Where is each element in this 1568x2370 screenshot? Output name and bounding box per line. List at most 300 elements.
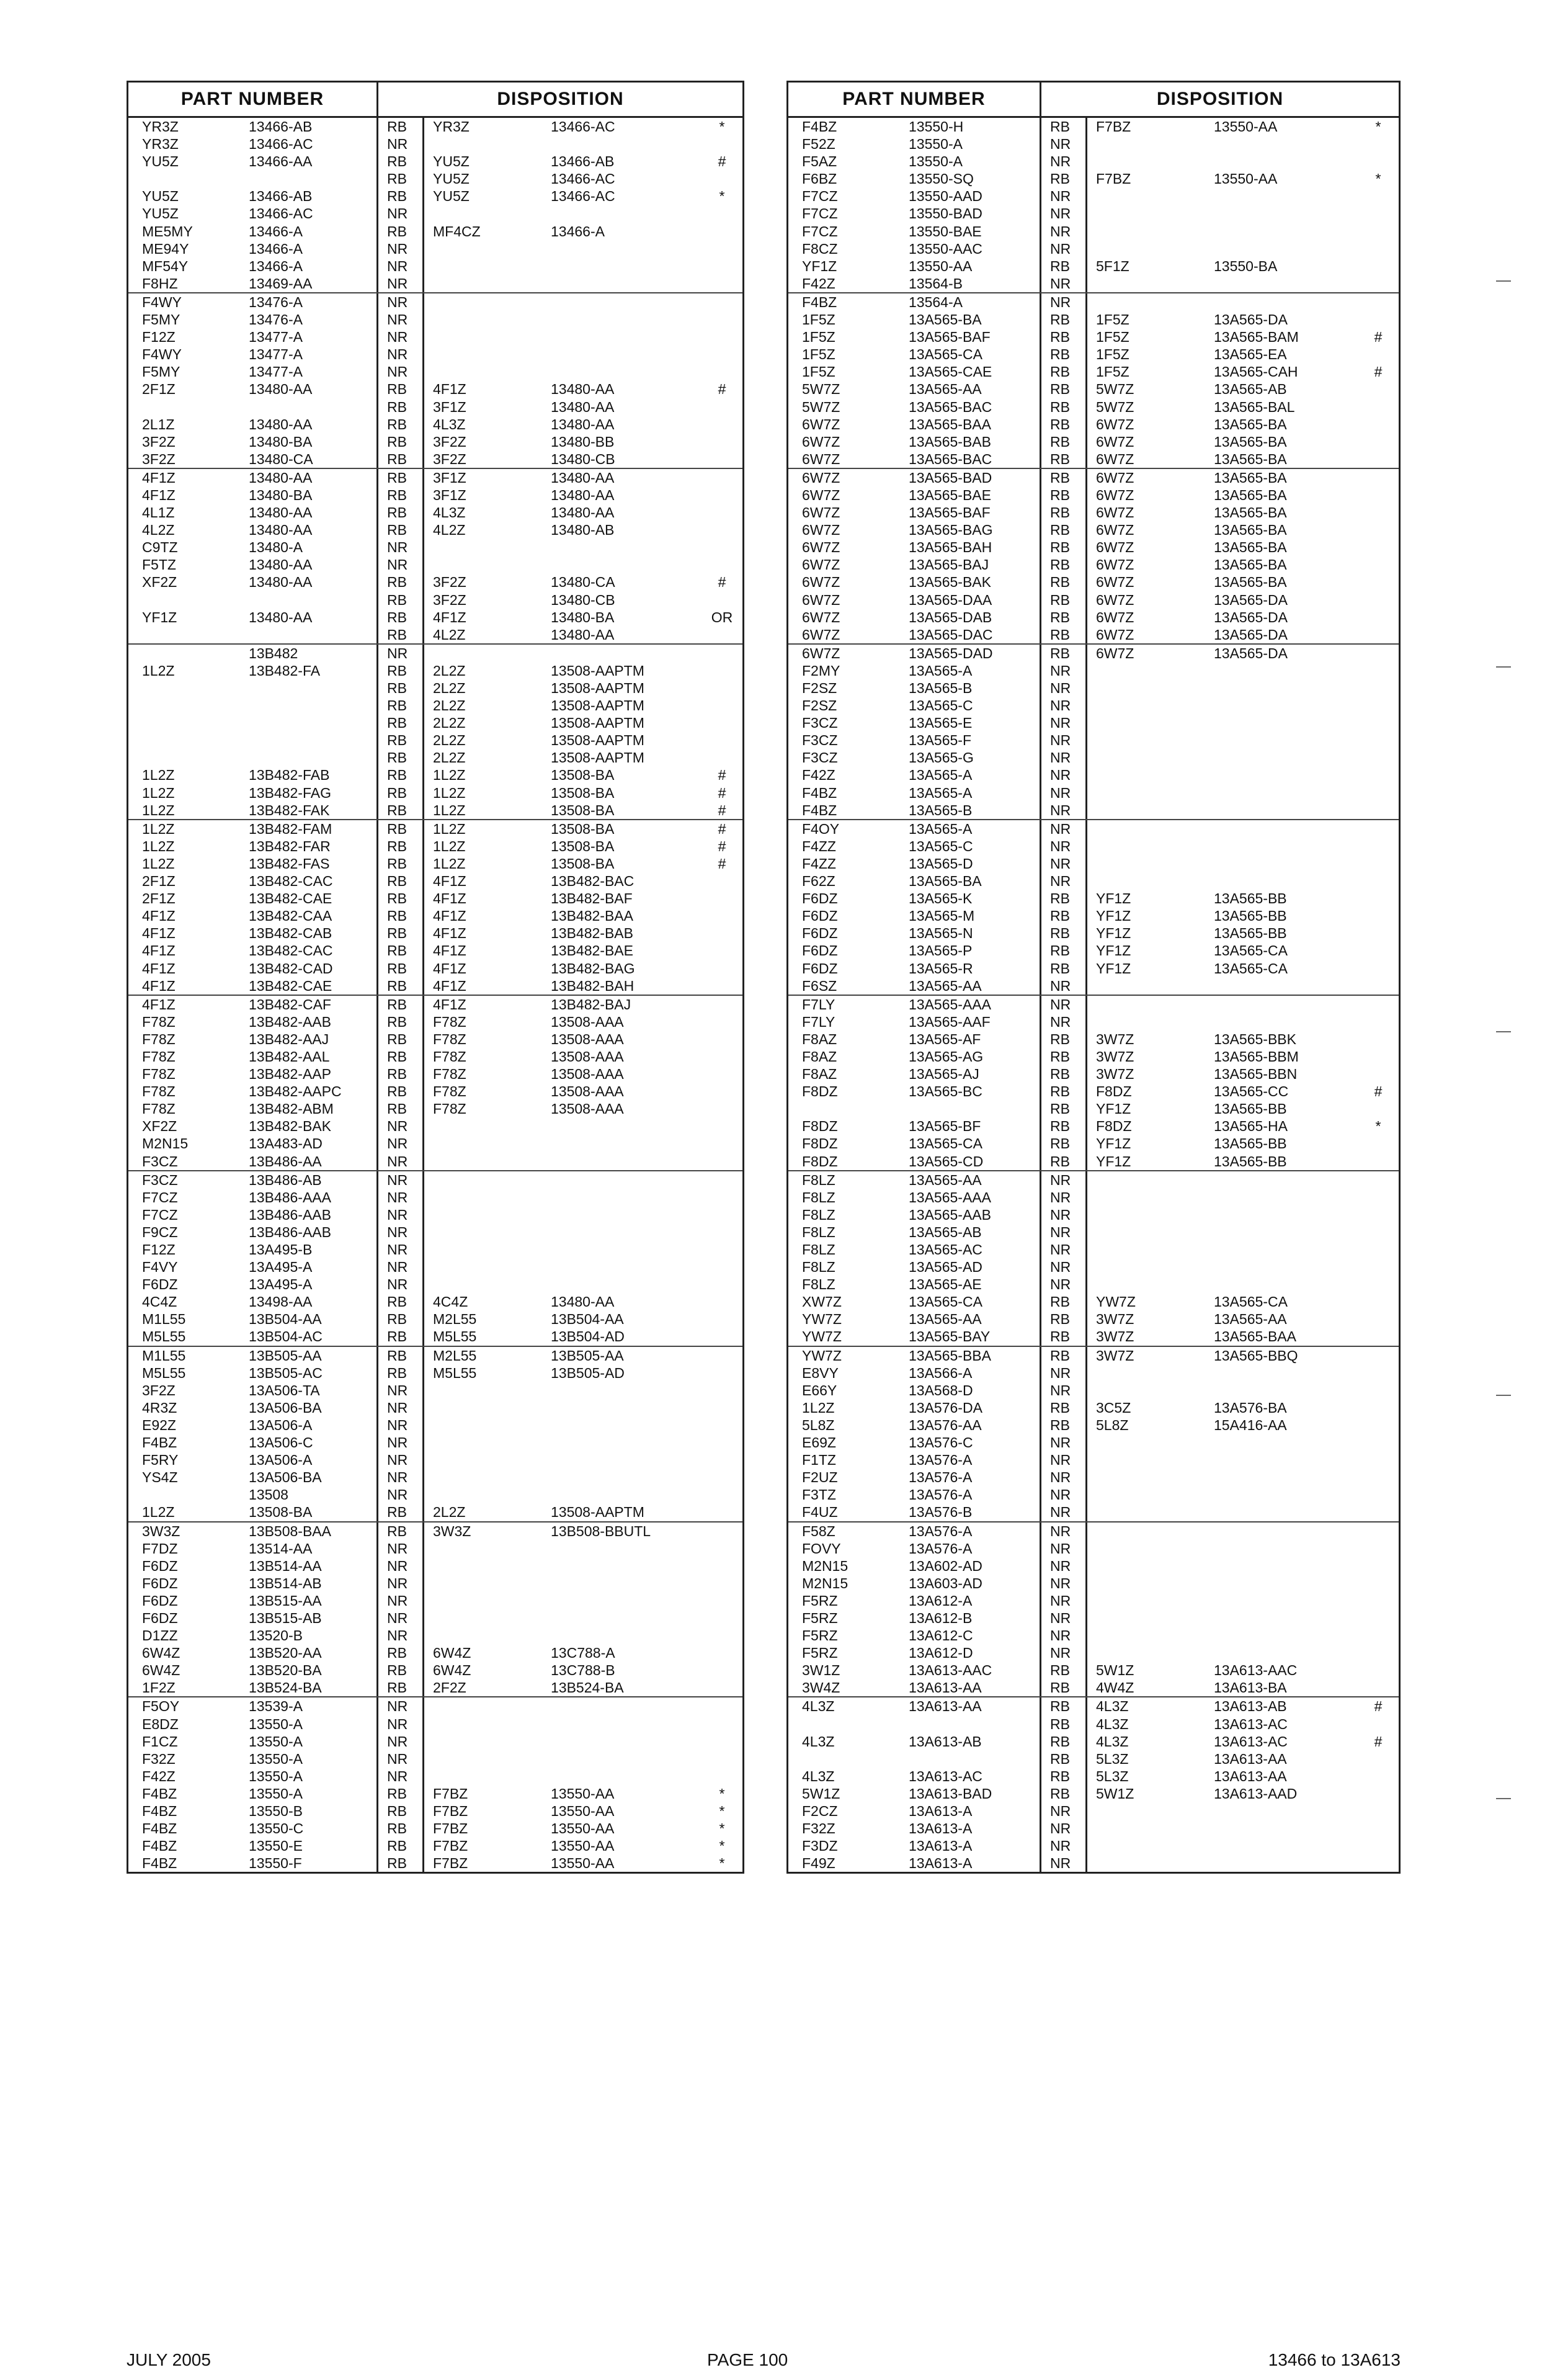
note-flag bbox=[1358, 1837, 1399, 1854]
disposition-cell bbox=[378, 1540, 742, 1557]
footer-part-range: 13466 to 13A613 bbox=[1268, 2350, 1401, 2369]
part-model-code: F4BZ bbox=[802, 802, 837, 818]
note-flag bbox=[1358, 1065, 1399, 1083]
disposition-cell bbox=[378, 1768, 742, 1785]
disposition-code: NR bbox=[378, 1434, 424, 1451]
table-row bbox=[788, 257, 1399, 275]
part-number-cell bbox=[788, 205, 1041, 222]
disposition-code: NR bbox=[1041, 1592, 1087, 1609]
note-flag bbox=[1358, 609, 1399, 626]
disposition-code: RB bbox=[1041, 1117, 1087, 1135]
table-row bbox=[788, 714, 1399, 731]
replacement-part-number bbox=[551, 1276, 702, 1293]
replacement-model-code bbox=[424, 556, 551, 573]
part-number: 13A565-BAK bbox=[909, 574, 991, 591]
table-row bbox=[788, 1013, 1399, 1031]
replacement-part-number bbox=[1214, 135, 1358, 153]
part-number: 13A576-A bbox=[909, 1469, 973, 1486]
part-model-code: F3CZ bbox=[802, 732, 838, 749]
disposition-code: NR bbox=[378, 135, 424, 153]
disposition-cell bbox=[378, 1820, 742, 1837]
disposition-code: RB bbox=[378, 153, 424, 170]
table-row bbox=[788, 1048, 1399, 1065]
table-row bbox=[788, 802, 1399, 819]
note-flag: * bbox=[719, 118, 725, 135]
part-number: 13A565-AA bbox=[909, 381, 982, 398]
table-row bbox=[128, 1399, 742, 1416]
disposition-code: NR bbox=[1041, 977, 1087, 995]
disposition-cell bbox=[1041, 293, 1399, 311]
disposition-cell bbox=[1041, 223, 1399, 240]
part-number: 13B482 bbox=[249, 645, 298, 661]
disposition-cell bbox=[378, 539, 742, 556]
table-row bbox=[788, 1206, 1399, 1223]
part-number-cell bbox=[128, 1347, 378, 1364]
disposition-cell bbox=[378, 1258, 742, 1276]
part-number: 13A565-AA bbox=[909, 977, 982, 994]
part-number: 13B514-AA bbox=[249, 1557, 322, 1574]
replacement-part-number: 13466-AC bbox=[551, 118, 615, 135]
disposition-cell bbox=[1041, 539, 1399, 556]
part-model-code: 3F2Z bbox=[142, 450, 176, 467]
table-row bbox=[128, 380, 742, 398]
part-model-code: 5W7Z bbox=[802, 398, 840, 415]
part-model-code: 6W7Z bbox=[802, 609, 840, 625]
disposition-code: NR bbox=[378, 1609, 424, 1627]
row-group bbox=[788, 1347, 1399, 1523]
part-number: 13A603-AD bbox=[909, 1575, 982, 1591]
table-row bbox=[128, 573, 742, 591]
part-number-cell bbox=[128, 1117, 378, 1135]
note-flag bbox=[702, 1733, 742, 1750]
replacement-part-number: 13A565-AA bbox=[1214, 1311, 1287, 1328]
disposition-code: NR bbox=[1041, 1609, 1087, 1627]
part-model-code: XF2Z bbox=[142, 1118, 177, 1135]
part-number: 13A565-AAA bbox=[909, 996, 991, 1013]
part-number-cell bbox=[788, 802, 1041, 819]
note-flag bbox=[1358, 539, 1399, 556]
part-number: 13508-BA bbox=[249, 1504, 313, 1521]
part-model-code: YF1Z bbox=[802, 257, 837, 274]
disposition-code: RB bbox=[1041, 398, 1087, 416]
replacement-model-code: M2L55 bbox=[433, 1311, 477, 1328]
table-row bbox=[128, 1486, 742, 1503]
note-flag bbox=[1358, 1469, 1399, 1486]
replacement-model-code: 1L2Z bbox=[433, 838, 466, 854]
part-number: 13A565-CA bbox=[909, 346, 982, 363]
part-model-code: F6DZ bbox=[802, 908, 838, 924]
part-number-cell bbox=[788, 1802, 1041, 1820]
disposition-cell bbox=[378, 1785, 742, 1802]
replacement-model-code bbox=[1087, 240, 1214, 257]
disposition-code: NR bbox=[378, 1399, 424, 1416]
margin-mark bbox=[1496, 1031, 1511, 1032]
note-flag bbox=[1358, 240, 1399, 257]
disposition-cell bbox=[378, 1206, 742, 1223]
part-model-code: 5L8Z bbox=[802, 1416, 835, 1433]
part-number-cell bbox=[788, 1785, 1041, 1802]
replacement-model-code: 5W1Z bbox=[1096, 1662, 1134, 1679]
disposition-code: RB bbox=[1041, 556, 1087, 573]
table-row bbox=[788, 820, 1399, 838]
part-number bbox=[249, 679, 376, 697]
note-flag bbox=[1358, 257, 1399, 275]
disposition-cell bbox=[378, 1171, 742, 1189]
part-model-code: F52Z bbox=[802, 136, 835, 153]
replacement-part-number: 13A565-BBN bbox=[1214, 1066, 1298, 1083]
disposition-cell bbox=[378, 1083, 742, 1100]
table-row bbox=[788, 1503, 1399, 1521]
disposition-code: RB bbox=[1041, 1733, 1087, 1750]
part-model-code: 6W7Z bbox=[802, 504, 840, 521]
disposition-code: RB bbox=[1041, 1679, 1087, 1696]
replacement-part-number bbox=[1214, 1364, 1358, 1382]
disposition-code: NR bbox=[378, 257, 424, 275]
note-flag bbox=[1358, 1750, 1399, 1768]
part-model-code: F5RZ bbox=[802, 1609, 838, 1626]
note-flag bbox=[702, 1206, 742, 1223]
part-number: 13550-A bbox=[249, 1785, 303, 1802]
table-row bbox=[128, 890, 742, 907]
part-number: 13A565-BAF bbox=[909, 329, 991, 346]
part-number: 13550-AAD bbox=[909, 188, 982, 205]
part-number: 13A565-BAE bbox=[909, 486, 991, 503]
note-flag bbox=[1358, 1802, 1399, 1820]
replacement-model-code bbox=[1087, 1627, 1214, 1644]
disposition-cell bbox=[1041, 1013, 1399, 1031]
part-number-cell bbox=[788, 1189, 1041, 1206]
part-number bbox=[249, 626, 376, 643]
replacement-model-code: 4C4Z bbox=[433, 1294, 468, 1310]
table-row bbox=[128, 1592, 742, 1609]
part-model-code: F4BZ bbox=[802, 784, 837, 801]
part-model-code: F8LZ bbox=[802, 1171, 835, 1188]
part-number-cell bbox=[128, 1733, 378, 1750]
disposition-code: RB bbox=[1041, 1785, 1087, 1802]
part-number: 13B486-AAB bbox=[249, 1223, 331, 1240]
disposition-cell bbox=[1041, 1523, 1399, 1540]
part-model-code: 6W7Z bbox=[802, 450, 840, 467]
row-group bbox=[788, 118, 1399, 293]
disposition-cell bbox=[1041, 996, 1399, 1013]
disposition-cell bbox=[1041, 1575, 1399, 1592]
row-group bbox=[128, 820, 742, 996]
replacement-model-code: F78Z bbox=[433, 1013, 466, 1030]
note-flag bbox=[1358, 556, 1399, 573]
part-number: 13564-B bbox=[909, 275, 963, 292]
disposition-code: RB bbox=[1041, 521, 1087, 539]
replacement-model-code bbox=[424, 539, 551, 556]
disposition-cell bbox=[378, 398, 742, 416]
disposition-cell bbox=[1041, 1750, 1399, 1768]
disposition-cell bbox=[378, 346, 742, 363]
replacement-model-code: 3C5Z bbox=[1096, 1399, 1131, 1416]
disposition-cell bbox=[1041, 1241, 1399, 1258]
part-number: 13480-AA bbox=[249, 381, 313, 398]
row-group bbox=[128, 293, 742, 469]
part-model-code: 2F1Z bbox=[142, 890, 176, 907]
part-model-code: F3DZ bbox=[802, 1838, 838, 1854]
replacement-part-number bbox=[1214, 1258, 1358, 1276]
replacement-model-code bbox=[1087, 1469, 1214, 1486]
disposition-code: NR bbox=[1041, 714, 1087, 731]
part-model-code: 2F1Z bbox=[142, 381, 176, 398]
note-flag bbox=[702, 942, 742, 959]
replacement-model-code: 5W1Z bbox=[1096, 1785, 1134, 1802]
replacement-model-code: 4L2Z bbox=[433, 626, 466, 643]
replacement-part-number: 13508-BA bbox=[551, 802, 615, 818]
replacement-model-code: 5F1Z bbox=[1096, 257, 1129, 274]
replacement-model-code bbox=[1087, 135, 1214, 153]
replacement-model-code bbox=[424, 328, 551, 346]
disposition-cell bbox=[1041, 1048, 1399, 1065]
disposition-code: RB bbox=[1041, 433, 1087, 450]
margin-mark bbox=[1496, 280, 1511, 282]
replacement-part-number: 13508-AAA bbox=[551, 1048, 624, 1065]
replacement-model-code bbox=[1087, 1276, 1214, 1293]
part-model-code: F78Z bbox=[142, 1066, 176, 1083]
part-number: 13A565-DAA bbox=[909, 591, 992, 608]
table-row bbox=[788, 626, 1399, 643]
disposition-cell bbox=[378, 1557, 742, 1575]
replacement-model-code: YR3Z bbox=[433, 118, 470, 135]
part-model-code: 4L1Z bbox=[142, 504, 175, 521]
part-number: 13A565-A bbox=[909, 767, 973, 784]
part-number-cell bbox=[788, 556, 1041, 573]
replacement-model-code bbox=[1087, 662, 1214, 679]
disposition-cell bbox=[1041, 714, 1399, 731]
part-number-cell bbox=[128, 784, 378, 802]
note-flag bbox=[1358, 1293, 1399, 1310]
replacement-model-code bbox=[1087, 1592, 1214, 1609]
table-row bbox=[128, 311, 742, 328]
replacement-part-number: 13B482-BAJ bbox=[551, 996, 631, 1013]
disposition-cell bbox=[378, 1328, 742, 1345]
part-model-code: F4BZ bbox=[142, 1855, 177, 1872]
table-row bbox=[128, 1293, 742, 1310]
disposition-code: NR bbox=[1041, 1276, 1087, 1293]
part-model-code: F4BZ bbox=[142, 1785, 177, 1802]
part-model-code bbox=[142, 626, 249, 643]
disposition-cell bbox=[378, 1347, 742, 1364]
part-number: 13A565-BAG bbox=[909, 522, 993, 539]
replacement-model-code bbox=[424, 257, 551, 275]
part-model-code: 1L2Z bbox=[142, 855, 175, 872]
part-number-cell bbox=[788, 749, 1041, 766]
part-number: 13A613-AC bbox=[909, 1768, 982, 1784]
part-number-cell bbox=[788, 1258, 1041, 1276]
disposition-code: NR bbox=[1041, 1503, 1087, 1521]
replacement-model-code bbox=[424, 1715, 551, 1733]
part-number bbox=[249, 731, 376, 749]
replacement-part-number bbox=[551, 1592, 702, 1609]
disposition-cell bbox=[1041, 1592, 1399, 1609]
disposition-cell bbox=[1041, 697, 1399, 714]
disposition-cell bbox=[1041, 1733, 1399, 1750]
part-model-code: 4F1Z bbox=[142, 960, 176, 977]
disposition-code: RB bbox=[378, 187, 424, 205]
part-number-cell bbox=[788, 1364, 1041, 1382]
table-row bbox=[128, 977, 742, 995]
replacement-part-number bbox=[551, 328, 702, 346]
disposition-cell bbox=[1041, 1083, 1399, 1100]
part-number: 13A506-C bbox=[249, 1434, 313, 1451]
disposition-cell bbox=[1041, 662, 1399, 679]
disposition-code: RB bbox=[1041, 609, 1087, 626]
replacement-model-code: 2L2Z bbox=[433, 715, 466, 731]
part-model-code: 4L2Z bbox=[142, 522, 175, 539]
part-model-code: F8LZ bbox=[802, 1223, 835, 1240]
part-number-cell bbox=[128, 1241, 378, 1258]
part-number-cell bbox=[128, 1399, 378, 1416]
note-flag bbox=[702, 1382, 742, 1399]
note-flag bbox=[702, 450, 742, 468]
disposition-code: RB bbox=[378, 802, 424, 819]
note-flag bbox=[1358, 486, 1399, 504]
disposition-code: NR bbox=[378, 556, 424, 573]
part-number-cell bbox=[788, 1557, 1041, 1575]
replacement-part-number bbox=[1214, 1276, 1358, 1293]
disposition-cell bbox=[1041, 153, 1399, 170]
part-number-cell bbox=[128, 153, 378, 170]
table-row bbox=[128, 1328, 742, 1345]
disposition-cell bbox=[1041, 645, 1399, 662]
part-model-code: 1F5Z bbox=[802, 364, 835, 380]
replacement-model-code: F78Z bbox=[433, 1031, 466, 1047]
note-flag bbox=[1358, 890, 1399, 907]
table-row bbox=[788, 1171, 1399, 1189]
disposition-cell bbox=[378, 1575, 742, 1592]
replacement-model-code bbox=[1087, 820, 1214, 838]
part-model-code: F2CZ bbox=[802, 1803, 838, 1819]
note-flag bbox=[702, 1627, 742, 1644]
table-row bbox=[788, 504, 1399, 521]
part-model-code: 1L2Z bbox=[802, 1399, 835, 1416]
disposition-cell bbox=[378, 855, 742, 872]
disposition-code: RB bbox=[1041, 1065, 1087, 1083]
replacement-model-code bbox=[424, 240, 551, 257]
part-model-code: F3CZ bbox=[802, 749, 838, 766]
part-number: 13A565-A bbox=[909, 784, 973, 801]
disposition-code: NR bbox=[378, 539, 424, 556]
disposition-code: NR bbox=[1041, 1206, 1087, 1223]
replacement-part-number: 13A565-BA bbox=[1214, 450, 1287, 467]
replacement-model-code bbox=[1087, 1189, 1214, 1206]
disposition-cell bbox=[1041, 380, 1399, 398]
part-number-cell bbox=[128, 1609, 378, 1627]
disposition-cell bbox=[378, 1503, 742, 1521]
part-number-cell bbox=[788, 1733, 1041, 1750]
table-row bbox=[788, 645, 1399, 662]
part-model-code: F8DZ bbox=[802, 1153, 838, 1169]
table-row bbox=[788, 1469, 1399, 1486]
note-flag bbox=[1358, 1627, 1399, 1644]
part-number: 13564-A bbox=[909, 293, 963, 310]
replacement-model-code bbox=[1087, 996, 1214, 1013]
replacement-part-number: 13480-BA bbox=[551, 609, 615, 625]
disposition-code: NR bbox=[1041, 1223, 1087, 1241]
disposition-cell bbox=[378, 1135, 742, 1152]
replacement-part-number bbox=[551, 1540, 702, 1557]
disposition-code: RB bbox=[1041, 1293, 1087, 1310]
disposition-code: RB bbox=[378, 380, 424, 398]
part-model-code: 6W7Z bbox=[802, 416, 840, 432]
part-number-cell bbox=[128, 1031, 378, 1048]
replacement-model-code: 1F5Z bbox=[1096, 346, 1129, 363]
part-number: 13A576-A bbox=[909, 1487, 973, 1503]
part-number: 13466-A bbox=[249, 257, 303, 274]
part-number: 13A602-AD bbox=[909, 1557, 982, 1574]
replacement-part-number: 13550-AA bbox=[1214, 118, 1278, 135]
row-group bbox=[788, 293, 1399, 469]
replacement-part-number bbox=[551, 275, 702, 292]
table-row bbox=[128, 1382, 742, 1399]
part-number: 13A565-BF bbox=[909, 1118, 981, 1135]
part-model-code: C9TZ bbox=[142, 539, 178, 556]
part-number-cell bbox=[788, 521, 1041, 539]
replacement-part-number: 13A565-BA bbox=[1214, 486, 1287, 503]
table-row bbox=[788, 486, 1399, 504]
note-flag bbox=[1358, 1013, 1399, 1031]
table-row bbox=[128, 346, 742, 363]
note-flag: # bbox=[1374, 1733, 1383, 1750]
part-number-cell bbox=[788, 1065, 1041, 1083]
disposition-code: NR bbox=[378, 275, 424, 292]
replacement-model-code: 3F1Z bbox=[433, 398, 466, 415]
part-model-code: 1L2Z bbox=[142, 838, 175, 854]
replacement-part-number: 13A565-CA bbox=[1214, 942, 1288, 959]
replacement-part-number bbox=[1214, 662, 1358, 679]
note-flag bbox=[702, 1189, 742, 1206]
note-flag bbox=[702, 328, 742, 346]
note-flag: * bbox=[719, 1820, 725, 1837]
disposition-code: RB bbox=[378, 1820, 424, 1837]
note-flag bbox=[1358, 469, 1399, 486]
part-number-cell bbox=[788, 486, 1041, 504]
replacement-model-code bbox=[1087, 1854, 1214, 1872]
replacement-model-code bbox=[424, 1451, 551, 1469]
part-model-code: YU5Z bbox=[142, 188, 179, 205]
part-model-code: F4ZZ bbox=[802, 855, 836, 872]
replacement-model-code bbox=[424, 1557, 551, 1575]
replacement-part-number: 13466-AB bbox=[551, 153, 615, 170]
part-number: 13B482-CAC bbox=[249, 873, 333, 890]
replacement-model-code: 1L2Z bbox=[433, 784, 466, 801]
note-flag bbox=[1358, 450, 1399, 468]
note-flag bbox=[702, 645, 742, 662]
part-number-cell bbox=[788, 645, 1041, 662]
table-row bbox=[128, 855, 742, 872]
part-model-code: F32Z bbox=[142, 1750, 176, 1767]
part-model-code bbox=[142, 398, 249, 416]
part-number: 13A612-C bbox=[909, 1627, 973, 1644]
part-model-code: 6W7Z bbox=[802, 574, 840, 591]
disposition-code: RB bbox=[378, 1679, 424, 1696]
part-model-code: FOVY bbox=[802, 1540, 841, 1557]
part-model-code: F4BZ bbox=[802, 293, 837, 310]
replacement-part-number bbox=[551, 1399, 702, 1416]
part-number-cell bbox=[128, 187, 378, 205]
part-number-cell bbox=[128, 960, 378, 977]
part-number-cell bbox=[788, 1768, 1041, 1785]
part-number bbox=[249, 398, 376, 416]
note-flag bbox=[702, 1153, 742, 1170]
replacement-part-number: 13C788-B bbox=[551, 1662, 615, 1679]
part-number: 13480-AA bbox=[249, 522, 313, 539]
replacement-part-number: 13508-BA bbox=[551, 855, 615, 872]
part-number: 13A565-CAE bbox=[909, 364, 992, 380]
part-number: 13550-E bbox=[249, 1838, 303, 1854]
